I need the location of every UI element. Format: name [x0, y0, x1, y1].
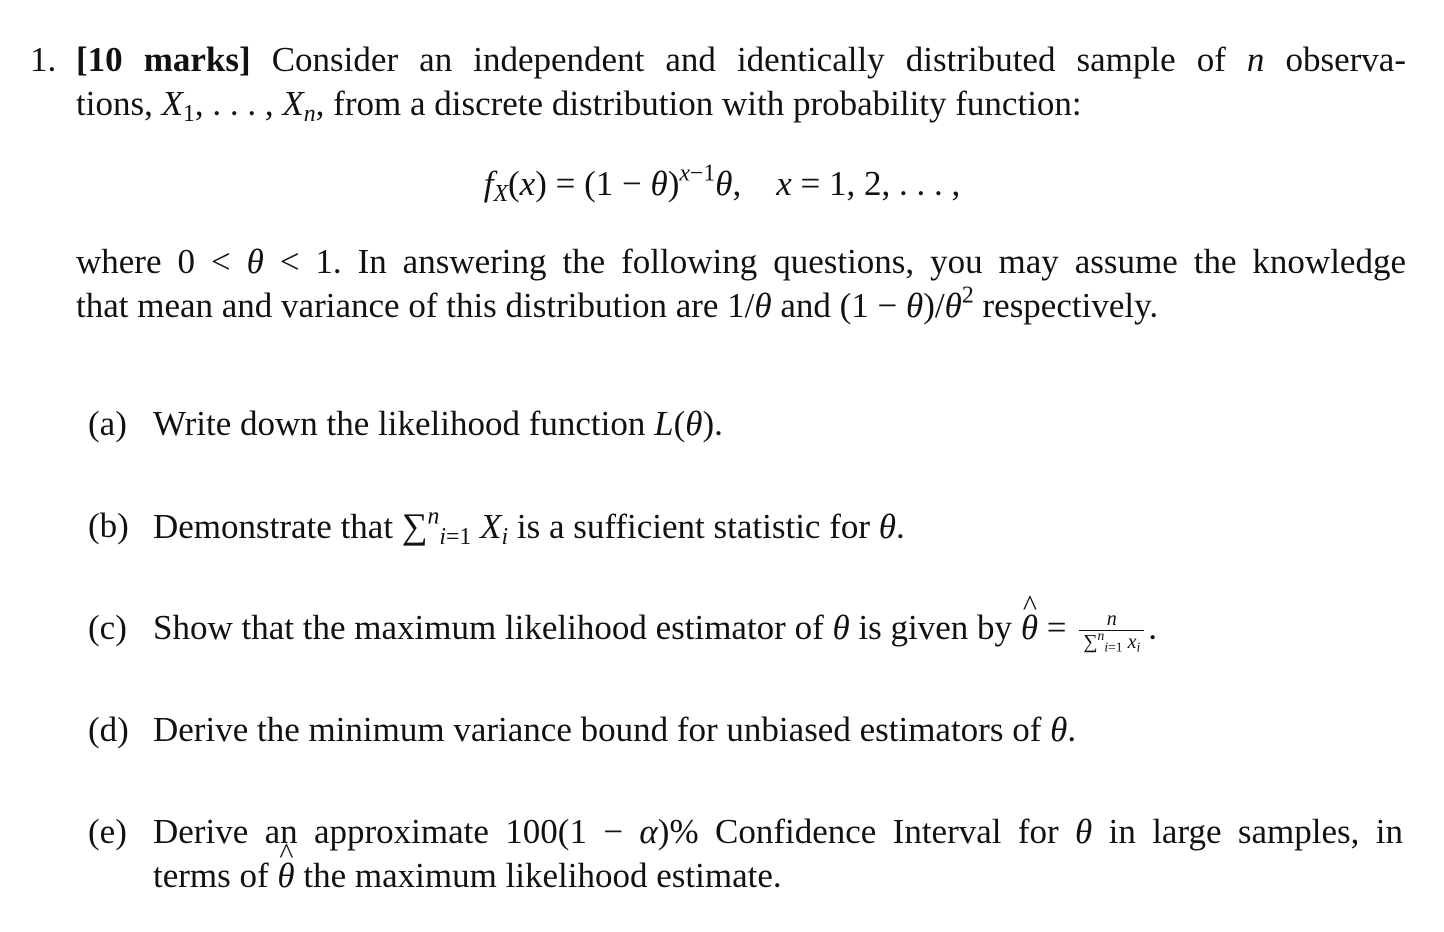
part-label: (e)	[88, 812, 127, 851]
question-number: 1.	[30, 40, 57, 79]
part-c	[0, 606, 1444, 666]
intro-line-2: tions, $X_1$, . . . , $X_n$, from a discrete distribution with probability function:	[76, 84, 1082, 127]
part-text: Derive an approximate 100(1 − α)% Confidence Interval for θ in large samples, in terms of ^ θ the maximum likelihood estimate.	[153, 810, 1403, 898]
part-d	[0, 708, 1444, 768]
intro-line-1: [10 marks] Consider an independent and identically distributed sample of n observa-	[76, 40, 1406, 79]
question-intro	[76, 38, 1406, 126]
part-label: (a)	[88, 404, 127, 443]
part-e	[0, 810, 1444, 895]
marks-label: [10 marks]	[76, 40, 251, 79]
question-assumptions	[76, 240, 1406, 328]
part-label: (c)	[88, 608, 127, 647]
part-text: Derive the minimum variance bound for unbiased estimators of θ.	[153, 710, 1077, 749]
part-b	[0, 504, 1444, 564]
part-text: Show that the maximum likelihood estimator of θ is given by ^ θ = $\frac{n}{\sum^n_{i=1} x_i}$ .	[153, 606, 1157, 653]
part-label: (b)	[88, 506, 129, 545]
probability-function-equation: $f_X(x) = (1 - \theta)^{x-1}\theta$, x = 1, 2, . . . ,	[483, 160, 961, 207]
part-text: Write down the likelihood function L(θ).	[153, 404, 723, 443]
part-label: (d)	[88, 710, 129, 749]
part-text: Demonstrate that ∑$^n_{i=1}$ $X_i$ is a sufficient statistic for θ.	[153, 503, 905, 550]
part-a	[0, 402, 1444, 462]
mle-fraction: $\frac{n}{\sum^n_{i=1} x_i}$	[1079, 608, 1144, 653]
where-line-2: that mean and variance of this distribution are 1/θ and $(1 - \theta)/\theta^2$ respectively.	[76, 282, 1159, 325]
where-line-1: where 0 < θ < 1. In answering the following questions, you may assume the knowledge	[76, 242, 1406, 281]
